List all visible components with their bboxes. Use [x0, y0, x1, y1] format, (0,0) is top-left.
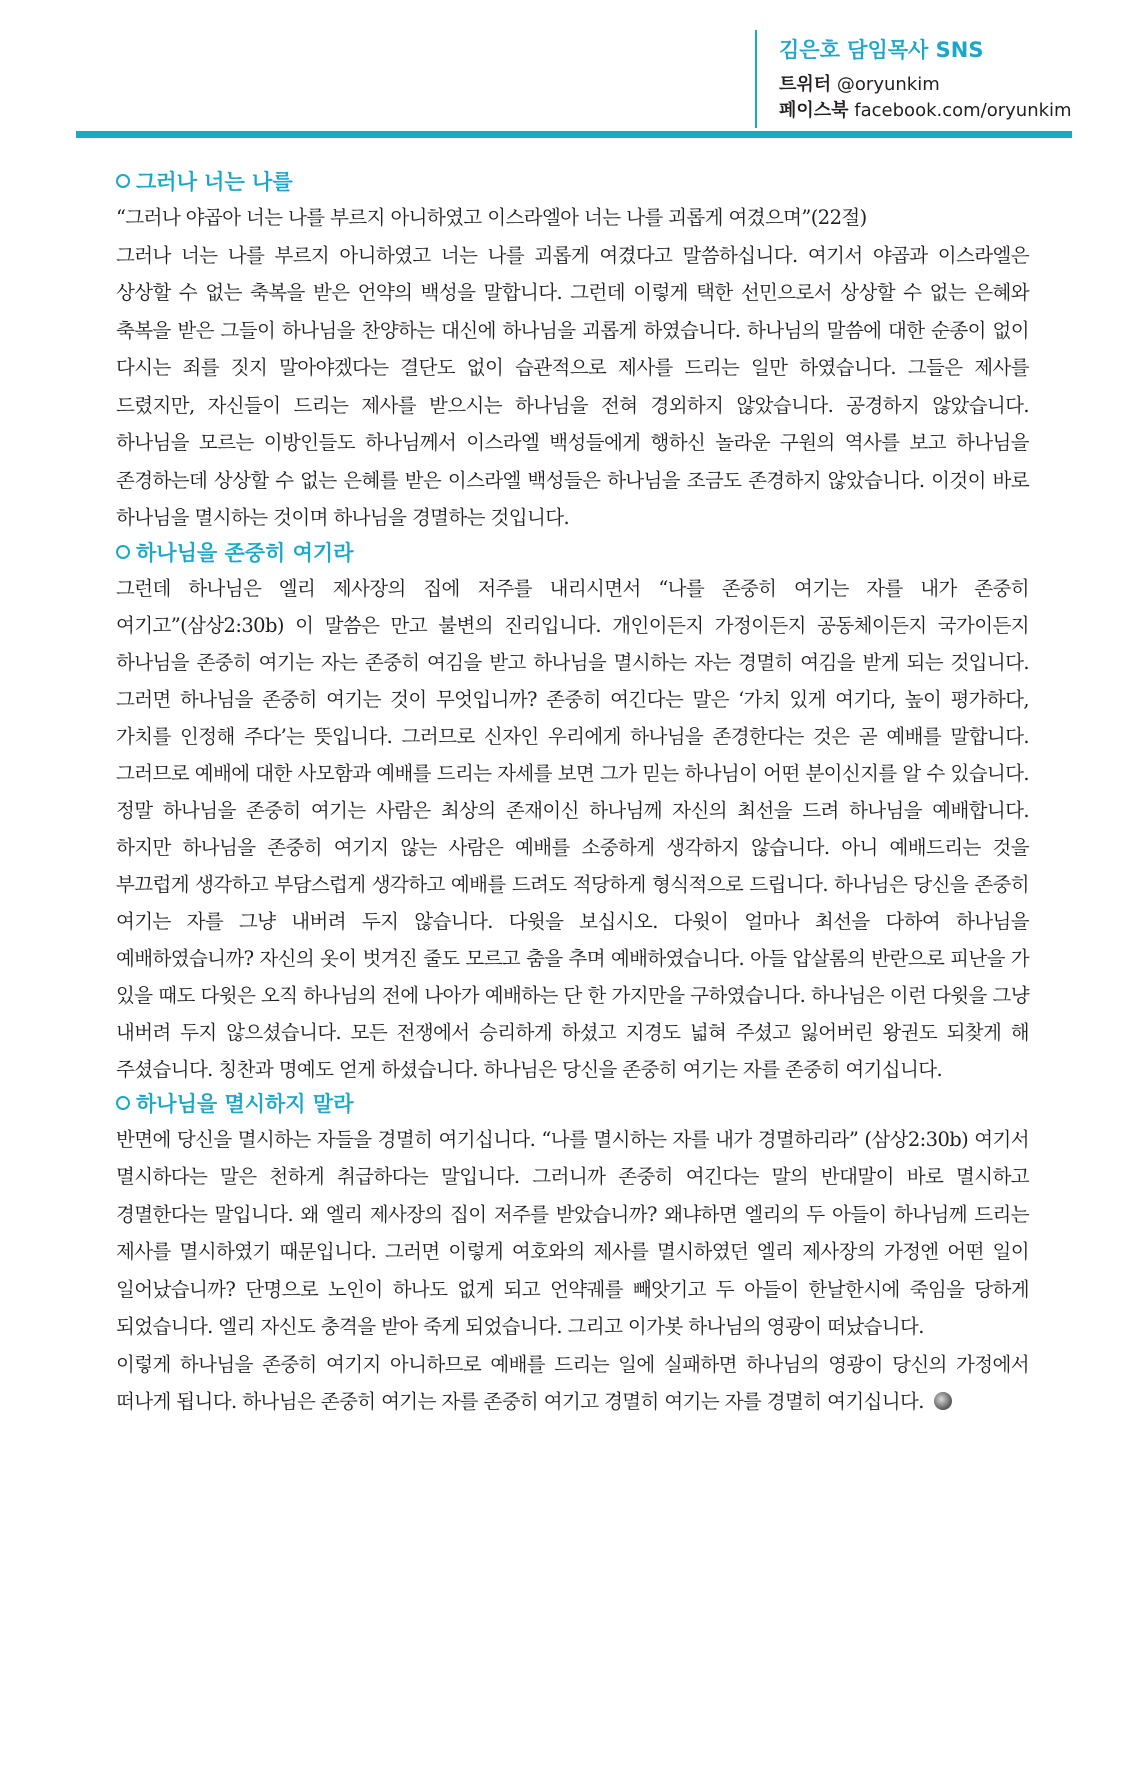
section-heading: 하나님을 존중히 여기라 [116, 537, 1029, 570]
verse-quote: “그러나 야곱아 너는 나를 부르지 아니하였고 이스라엘아 너는 나를 괴롭게 여겼으며”(22절) [116, 206, 867, 229]
article-body [116, 166, 1029, 1421]
facebook-row [779, 96, 1072, 122]
body-paragraph: 그러나 너는 나를 부르지 아니하였고 너는 나를 괴롭게 여겼다고 말씀하십니다. 여기서 야곱과 이스라엘은 상상할 수 없는 축복을 받은 언약의 백성을 말합니다. 그런데 이렇게 택한 선민으로서 상상할 수 없는 은혜와 축복을 받은 그들이 하나님을 찬양하는 대신에 하나님을 괴롭게 하였습니다. 하나님의 말씀에 대한 순종이 없이 다시는 죄를 짓지 말아야겠다는 결단도 없이 습관적으로 제사를 드리는 일만 하였습니다. 그들은 제사를 드렸지만, 자신들이 드리는 제사를 받으시는 하나님을 전혀 경외하지 않았습니다. 공경하지 않았습니다. 하나님을 모르는 이방인들도 하나님께서 이스라엘 백성들에게 행하신 놀라운 구원의 역사를 보고 하나님을 존경하는데 상상할 수 없는 은혜를 받은 이스라엘 백성들은 하나님을 조금도 존경하지 않았습니다. 이것이 바로 하나님을 멸시하는 것이며 하나님을 경멸하는 것입니다. [116, 243, 1029, 529]
facebook-label: 페이스북 [779, 100, 849, 121]
twitter-handle[interactable]: @oryunkim [836, 74, 940, 95]
header-rule [76, 131, 1072, 138]
end-mark-icon [934, 1392, 952, 1410]
twitter-row [779, 70, 940, 96]
sns-title: 김은호 담임목사 SNS [779, 38, 984, 62]
section-heading: 그러나 너는 나를 [116, 166, 1029, 199]
twitter-label: 트위터 [779, 74, 832, 95]
body-paragraph: 그런데 하나님은 엘리 제사장의 집에 저주를 내리시면서 “나를 존중히 여기는 자를 내가 존중히 여기고”(삼상2:30b) 이 말씀은 만고 불변의 진리입니다. 개인이든지 가정이든지 공동체이든지 국가이든지 하나님을 존중히 여기는 자는 존중히 여김을 받고 하나님을 멸시하는 자는 경멸히 여김을 받게 되는 것입니다. 그러면 하나님을 존중히 여기는 것이 무엇입니까? 존중히 여긴다는 말은 ‘가치 있게 여기다, 높이 평가하다, 가치를 인정해 주다’는 뜻입니다. 그러므로 신자인 우리에게 하나님을 존경한다는 것은 곧 예배를 말합니다. 그러므로 예배에 대한 사모함과 예배를 드리는 자세를 보면 그가 믿는 하나님이 어떤 분이신지를 알 수 있습니다. 정말 하나님을 존중히 여기는 사람은 최상의 존재이신 하나님께 자신의 최선을 드려 하나님을 예배합니다. 하지만 하나님을 존중히 여기지 않는 사람은 예배를 소중하게 생각하지 않습니다. 아니 예배드리는 것을 부끄럽게 생각하고 부담스럽게 생각하고 예배를 드려도 적당하게 형식적으로 드립니다. 하나님은 당신을 존중히 여기는 자를 그냥 내버려 두지 않습니다. 다윗을 보십시오. 다윗이 얼마나 최선을 다하여 하나님을 예배하였습니까? 자신의 옷이 벗겨진 줄도 모르고 춤을 추며 예배하였습니다. 아들 압살롬의 반란으로 피난을 가 있을 때도 다윗은 오직 하나님의 전에 나아가 예배하는 단 한 가지만을 구하였습니다. 하나님은 이런 다윗을 그냥 내버려 두지 않으셨습니다. 모든 전쟁에서 승리하게 하셨고 지경도 넓혀 주셨고 잃어버린 왕권도 되찾게 해 주셨습니다. 칭찬과 명예도 얻게 하셨습니다. 하나님은 당신을 존중히 여기는 자를 존중히 여기십니다. [116, 576, 1029, 1081]
section-heading: 하나님을 멸시하지 말라 [116, 1088, 1029, 1121]
body-paragraph: 반면에 당신을 멸시하는 자들을 경멸히 여기십니다. “나를 멸시하는 자를 내가 경멸하리라” (삼상2:30b) 여기서 멸시하다는 말은 천하게 취급하다는 말입니다. 그러니까 존중히 여긴다는 말의 반대말이 바로 멸시하고 경멸한다는 말입니다. 왜 엘리 제사장의 집이 저주를 받았습니까? 왜냐하면 엘리의 두 아들이 하나님께 드리는 제사를 멸시하였기 때문입니다. 그러면 이렇게 여호와의 제사를 멸시하였던 엘리 제사장의 가정엔 어떤 일이 일어났습니까? 단명으로 노인이 하나도 없게 되고 언약궤를 빼앗기고 두 아들이 한날한시에 죽임을 당하게 되었습니다. 엘리 자신도 충격을 받아 죽게 되었습니다. 그리고 이가봇 하나님의 영광이 떠났습니다. [116, 1127, 1029, 1338]
circle-bullet-icon [116, 545, 130, 559]
header-divider [755, 30, 757, 128]
circle-bullet-icon [116, 1096, 130, 1110]
facebook-url[interactable]: facebook.com/oryunkim [854, 100, 1072, 121]
circle-bullet-icon [116, 174, 130, 188]
body-paragraph-final: 이렇게 하나님을 존중히 여기지 아니하므로 예배를 드리는 일에 실패하면 하나님의 영광이 당신의 가정에서 떠나게 됩니다. 하나님은 존중히 여기는 자를 존중히 여기고 경멸히 여기는 자를 경멸히 여기십니다. [116, 1352, 1029, 1413]
sns-header [755, 30, 1135, 130]
